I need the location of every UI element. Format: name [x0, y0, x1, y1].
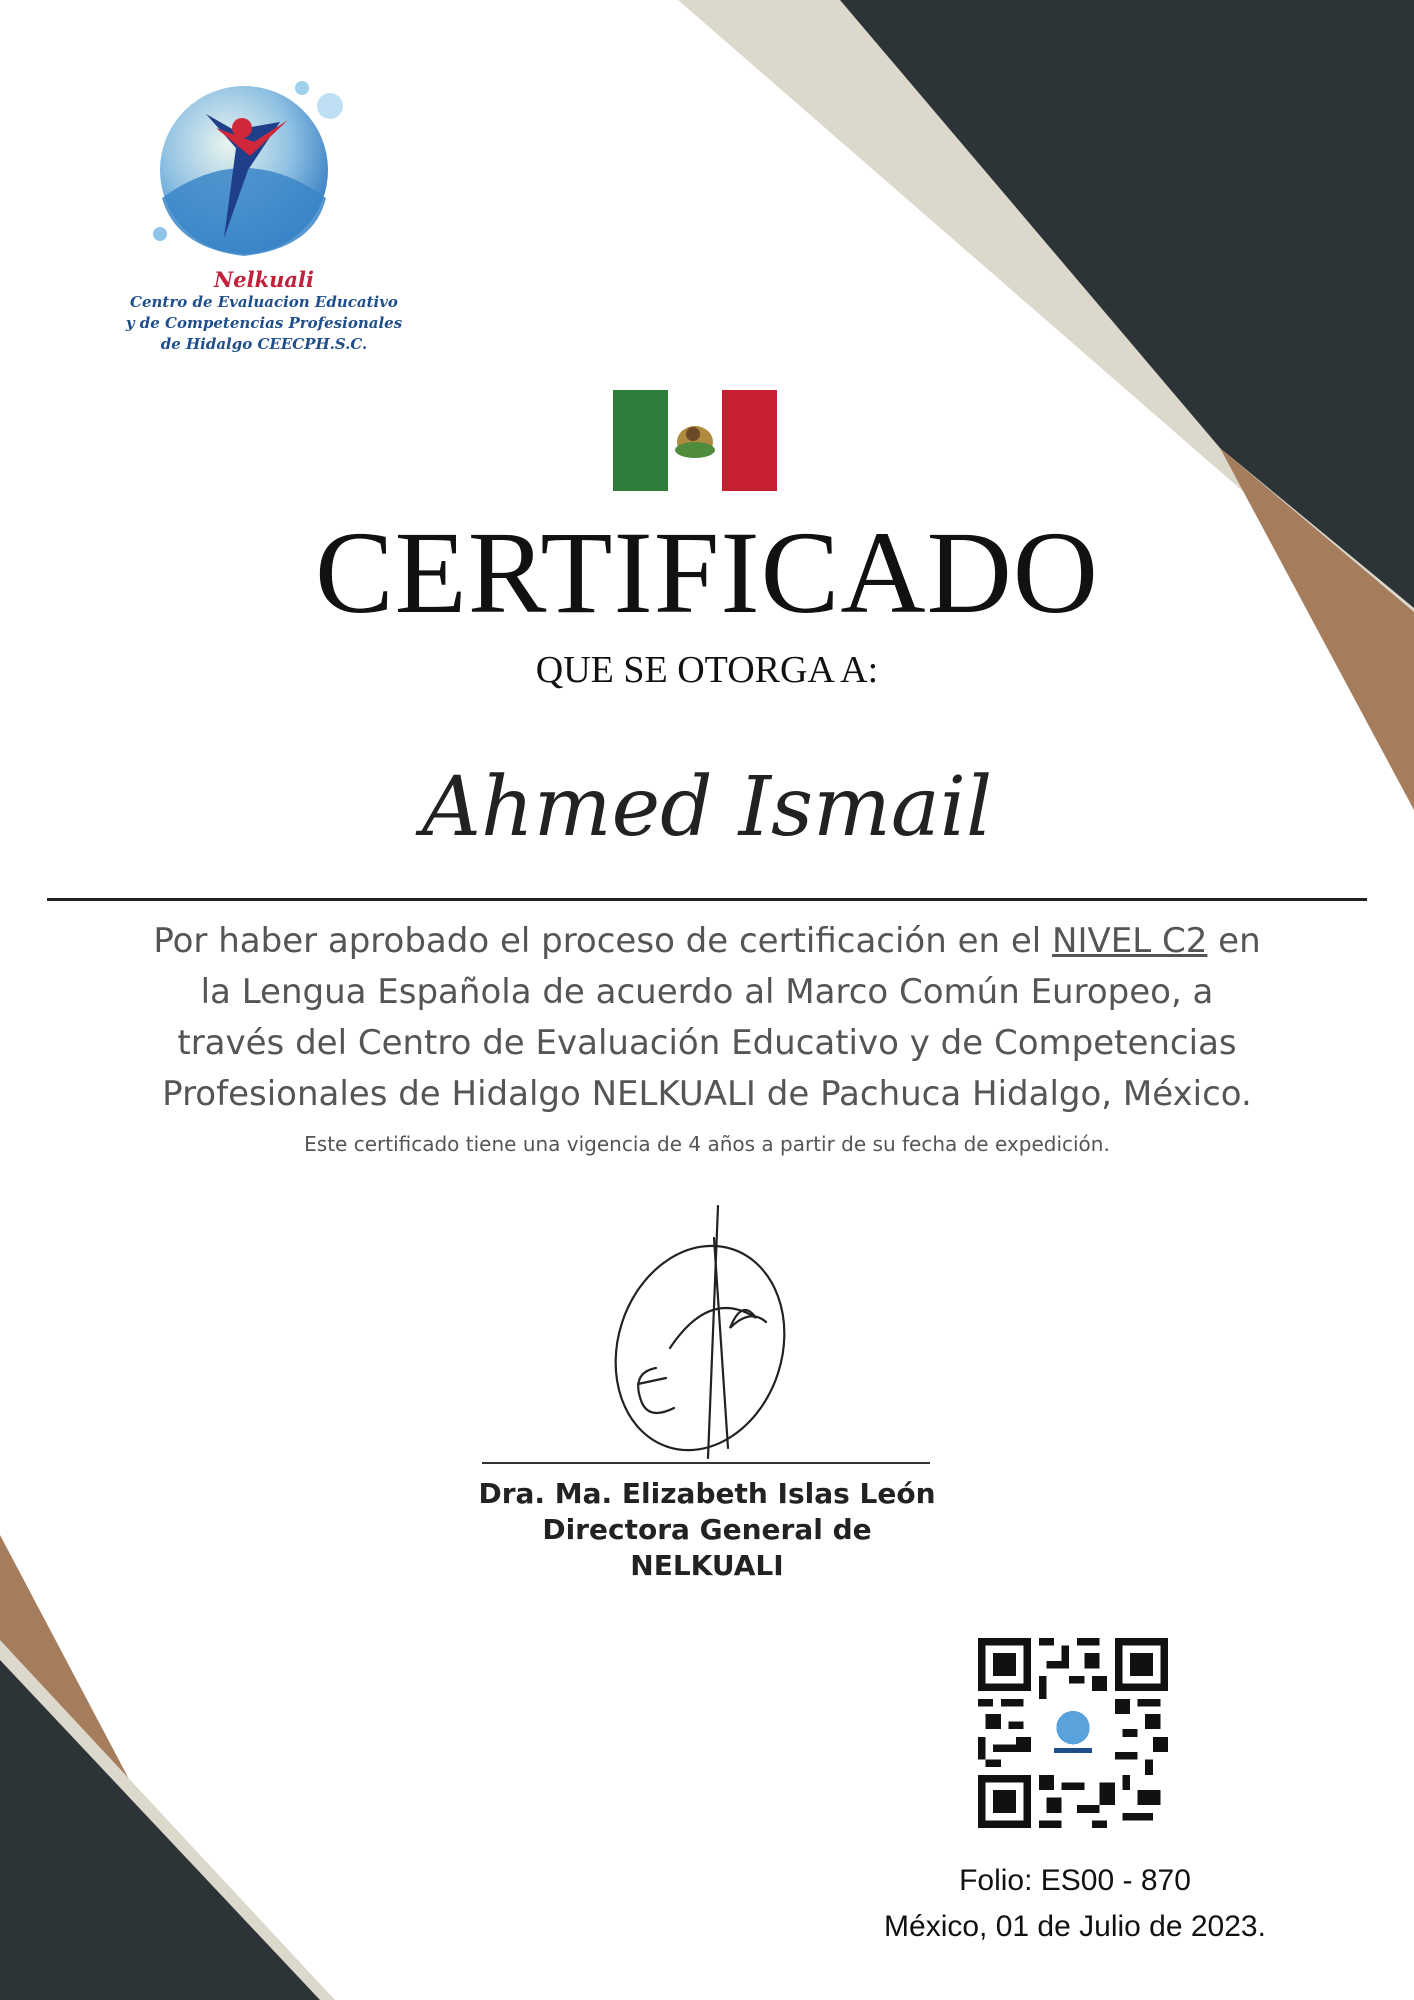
recipient-name: Ahmed Ismail [421, 760, 993, 855]
body-line-1-end: en [1207, 921, 1261, 961]
signature-line [482, 1462, 930, 1464]
certificate-title: CERTIFICADO [314, 507, 1100, 638]
handwritten-signature-icon [590, 1198, 810, 1468]
bottom-left-dark-panel [0, 1660, 320, 2000]
qr-code-icon[interactable] [978, 1638, 1168, 1828]
body-line-3: través del Centro de Evaluación Educativo y de Competencias [177, 1023, 1237, 1063]
certificate-body [60, 916, 1354, 1120]
mexico-flag-icon [613, 390, 777, 491]
logo-line-1: Centro de Evaluacion Educativo [130, 293, 398, 311]
certification-level: NIVEL C2 [1052, 921, 1208, 961]
logo-caption [84, 268, 444, 355]
logo-line-3: de Hidalgo CEECPH.S.C. [160, 335, 368, 353]
certificate-subtitle: QUE SE OTORGA A: [535, 649, 879, 691]
logo-line-2: y de Competencias Profesionales [125, 314, 403, 332]
signer-role: Directora General de [542, 1513, 872, 1546]
body-line-2: la Lengua Española de acuerdo al Marco Común Europeo, a [200, 972, 1214, 1012]
signer-block [0, 1476, 1414, 1584]
signer-organization: NELKUALI [630, 1549, 784, 1582]
logo-name: Nelkuali [214, 267, 314, 292]
body-line-4: Profesionales de Hidalgo NELKUALI de Pachuca Hidalgo, México. [162, 1074, 1252, 1114]
validity-note: Este certificado tiene una vigencia de 4 años a partir de su fecha de expedición. [304, 1132, 1110, 1156]
body-line-1-start: Por haber aprobado el proceso de certificación en el [153, 921, 1053, 961]
place-and-date: México, 01 de Julio de 2023. [884, 1910, 1266, 1943]
body-line-1 [60, 916, 1354, 967]
folio-block [880, 1858, 1270, 1950]
signer-name: Dra. Ma. Elizabeth Islas León [478, 1477, 936, 1510]
folio-number: Folio: ES00 - 870 [959, 1864, 1191, 1897]
name-underline [47, 898, 1367, 901]
